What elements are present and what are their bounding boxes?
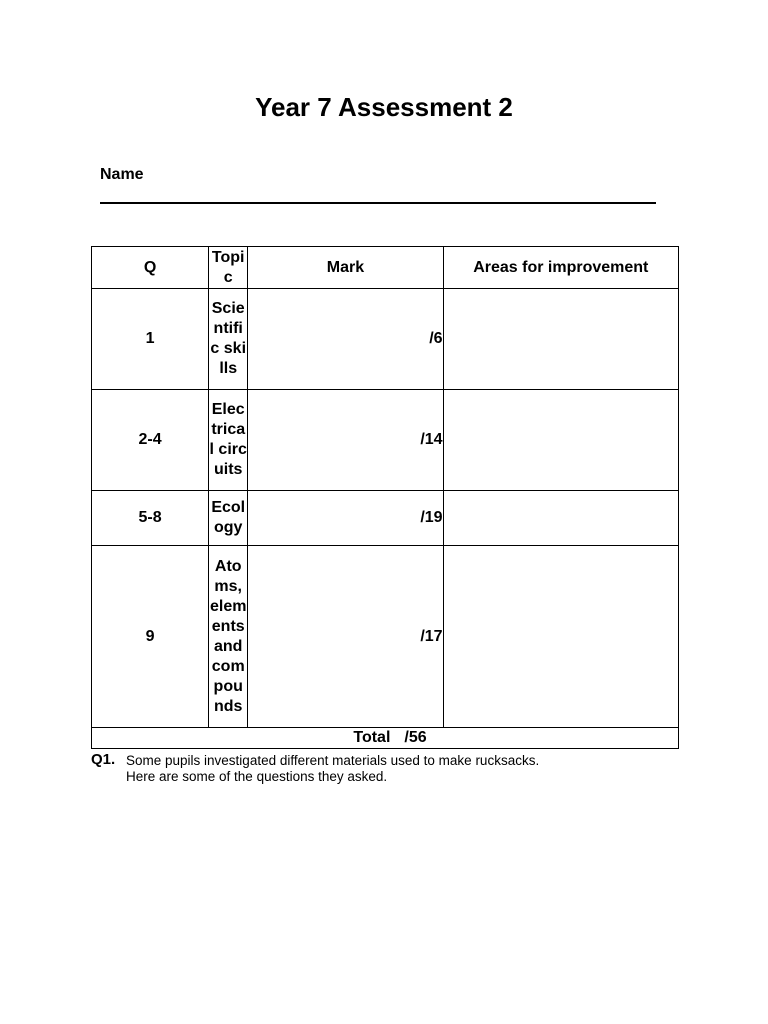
- question-1-line-1: Some pupils investigated different materials used to make rucksacks.: [126, 753, 540, 768]
- row-mark[interactable]: /19: [248, 491, 443, 546]
- page-title: Year 7 Assessment 2: [255, 92, 513, 122]
- row-topic: Atoms, elements and compounds: [209, 546, 248, 728]
- table-row: [92, 289, 679, 390]
- total-cell: [92, 728, 679, 749]
- question-1-text: [126, 753, 646, 785]
- row-topic: Ecology: [209, 491, 248, 546]
- question-1-label: Q1.: [91, 751, 116, 768]
- table-row: [92, 390, 679, 491]
- row-areas[interactable]: [443, 491, 678, 546]
- row-areas[interactable]: [443, 546, 678, 728]
- total-value: /56: [404, 729, 427, 746]
- total-label: Total: [353, 729, 391, 746]
- row-q: 5-8: [92, 491, 209, 546]
- row-mark[interactable]: /14: [248, 390, 443, 491]
- name-answer-line[interactable]: [100, 202, 656, 204]
- row-q: 2-4: [92, 390, 209, 491]
- row-topic: Electrical circuits: [209, 390, 248, 491]
- row-topic: Scientific skills: [209, 289, 248, 390]
- row-areas[interactable]: [443, 289, 678, 390]
- header-mark: Mark: [248, 247, 443, 289]
- question-1-line-2: Here are some of the questions they asked.: [126, 769, 388, 784]
- row-mark[interactable]: /17: [248, 546, 443, 728]
- total-row: [92, 728, 679, 749]
- row-areas[interactable]: [443, 390, 678, 491]
- header-topic: Topic: [209, 247, 248, 289]
- row-q: 9: [92, 546, 209, 728]
- marks-table: [91, 246, 679, 749]
- name-label: Name: [100, 166, 144, 183]
- table-row: [92, 491, 679, 546]
- table-header-row: [92, 247, 679, 289]
- header-q: Q: [92, 247, 209, 289]
- row-q: 1: [92, 289, 209, 390]
- header-areas: Areas for improvement: [443, 247, 678, 289]
- table-row: [92, 546, 679, 728]
- row-mark[interactable]: /6: [248, 289, 443, 390]
